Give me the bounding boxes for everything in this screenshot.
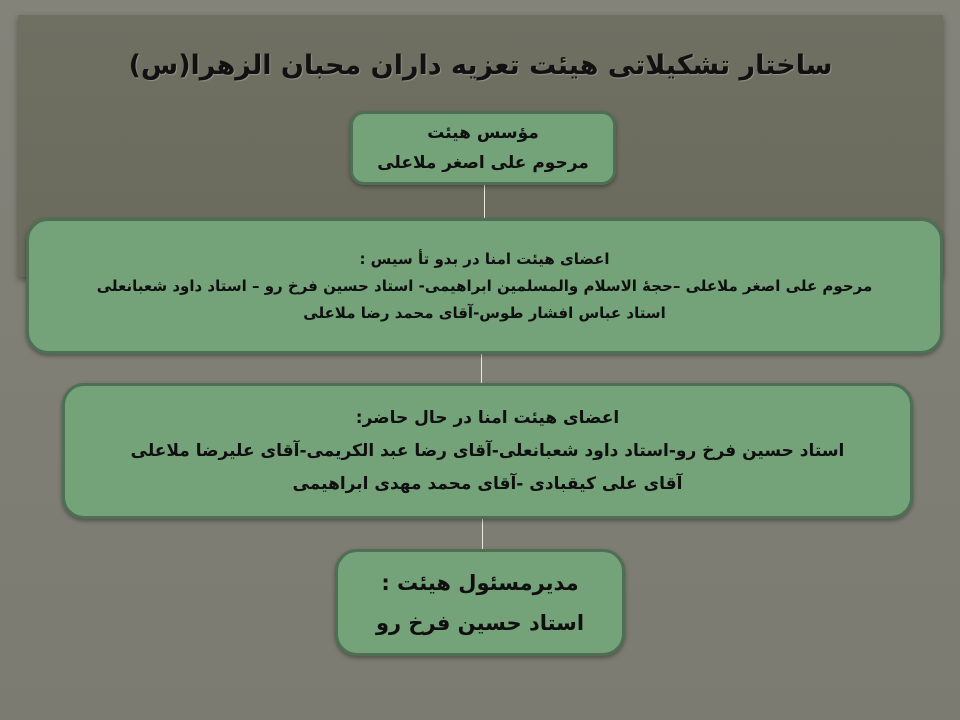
current-trustees-box (62, 383, 913, 519)
current-trustees-heading: اعضای هیئت امنا در حال حاضر: (355, 407, 620, 428)
founder-box (350, 111, 616, 185)
connector-founder-to-founding (484, 185, 485, 218)
page-title: ساختار تشکیلاتی هیئت تعزیه داران محبان الزهرا(س) (128, 50, 833, 81)
manager-box (335, 549, 625, 656)
connector-current-to-manager (482, 519, 483, 549)
founder-name: مرحوم علی اصغر ملاعلی (377, 153, 589, 173)
founder-heading: مؤسس هیئت (427, 123, 539, 143)
current-trustees-line-1: استاد حسین فرخ رو-استاد داود شعبانعلی-آقای رضا عبد الکریمی-آقای علیرضا ملاعلی (130, 440, 845, 461)
manager-name: استاد حسین فرخ رو (375, 610, 585, 635)
connector-founding-to-current (481, 354, 482, 383)
founding-trustees-line-1: مرحوم علی اصغر ملاعلی –حجۀ الاسلام والمسلمین ابراهیمی- استاد حسین فرخ رو – استاد داود شعبانعلی (96, 276, 873, 295)
founding-trustees-line-2: استاد عباس افشار طوس-آقای محمد رضا ملاعلی (303, 303, 666, 322)
manager-heading: مدیرمسئول هیئت : (381, 570, 579, 595)
founding-trustees-heading: اعضای هیئت امنا در بدو تأ سیس : (359, 249, 610, 268)
founding-trustees-box (26, 218, 943, 354)
current-trustees-line-2: آقای علی کیقبادی -آقای محمد مهدی ابراهیمی (292, 473, 683, 494)
